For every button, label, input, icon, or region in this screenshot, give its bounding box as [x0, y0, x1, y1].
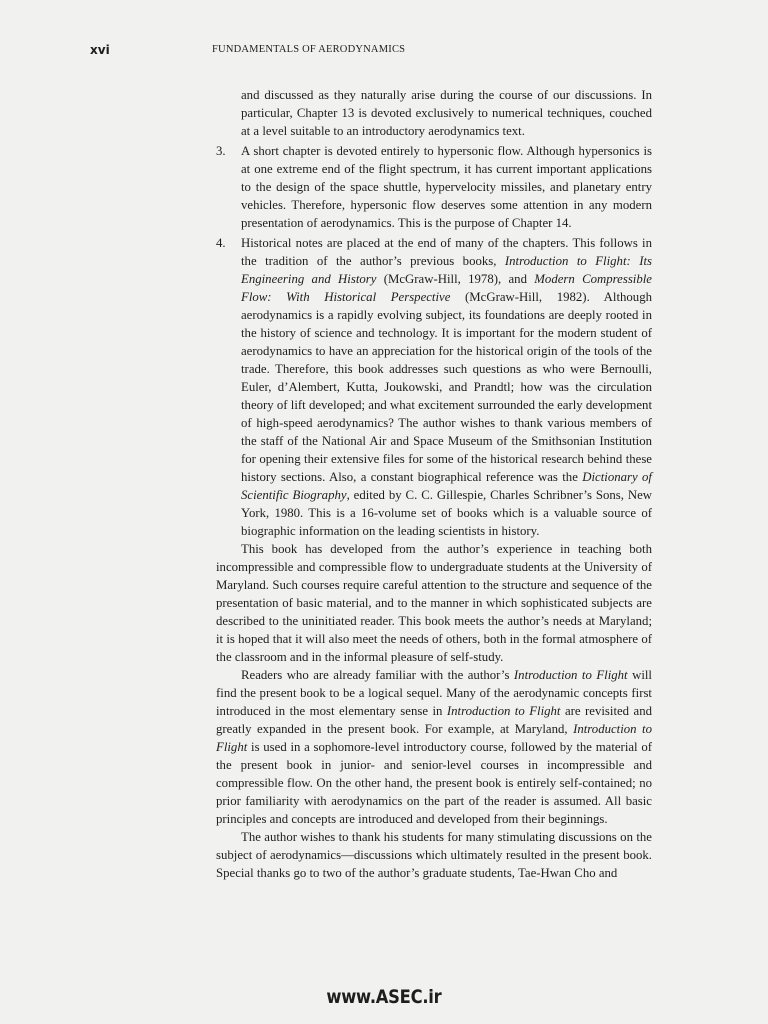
footer-watermark [0, 986, 768, 1008]
list-item-3 [216, 142, 652, 232]
italic-title-text: Introduction to Flight [513, 668, 628, 682]
list-item-text [241, 234, 652, 540]
list-number: 4. [216, 236, 226, 250]
paragraph-thanks [216, 828, 652, 882]
continuation-text [216, 86, 652, 140]
text-run: and discussed as they naturally arise during the course of our discussions. In particular, Chapter 13 is devoted exclusively to numerical techniques, couched at a level suitable to an introductory aerodynamics text. [241, 88, 652, 138]
italic-title-text: Introduction to Flight [216, 722, 653, 754]
text-run: , edited by C. C. Gillespie, Charles Schribner’s Sons, New York, 1980. This is a 16-volume set of books which is a valuable source of biographic information on the leading scientists in history. [241, 488, 652, 538]
paragraph-experience [216, 540, 652, 666]
page-header [0, 43, 768, 59]
list-number: 3. [216, 144, 226, 158]
paragraph-readers [216, 666, 652, 828]
text-run: Readers who are already familiar with the author’s [241, 668, 514, 682]
page-body [216, 86, 652, 882]
list-item-4 [216, 234, 652, 540]
italic-title-text: Dictionary of Scientific Biography [241, 470, 652, 502]
running-head: FUNDAMENTALS OF AERODYNAMICS [212, 44, 406, 55]
watermark-text: www.ASEC.ir [326, 986, 442, 1008]
text-run: is used in a sophomore-level introductory course, followed by the material of the present book in junior- and senior-level courses in incompressible and compressible flow. On the other hand, the present book is entirely self-contained; no prior familiarity with aerodynamics on the part of the reader is assumed. All basic principles and concepts are introduced and developed from their beginnings. [216, 740, 652, 826]
italic-title-text: Introduction to Flight: Its Engineering and History [241, 254, 652, 286]
page-number: xvi [90, 43, 110, 57]
list-item-text [241, 142, 652, 232]
text-run: Historical notes are placed at the end of many of the chapters. This follows in the tradition of the author’s previous books, [241, 236, 652, 268]
text-run: will find the present book to be a logical sequel. Many of the aerodynamic concepts first introduced in the most elementary sense in [216, 668, 652, 718]
text-run: (McGraw-Hill, 1982). Although aerodynamics is a rapidly evolving subject, its foundations are deeply rooted in the history of science and technology. It is important for the modern student of aerodynamics to have an appreciation for the historical origin of the tools of the trade. Therefore, this book addresses such questions as who were Bernoulli, Euler, d’Alembert, Kutta, Joukowski, and Prandtl; how was the circulation theory of lift developed; and what excitement surrounded the early development of high-speed aerodynamics? The author wishes to thank various members of the staff of the National Air and Space Museum of the Smithsonian Institution for opening their extensive files for some of the historical research behind these history sections. Also, a constant biographical reference was the [241, 290, 652, 484]
text-run: The author wishes to thank his students for many stimulating discussions on the subject of aerodynamics—discussions which ultimately resulted in the present book. Special thanks go to two of the author’s graduate students, Tae-Hwan Cho and [216, 830, 652, 880]
italic-title-text: Modern Compressible Flow: With Historical Perspective [241, 272, 652, 304]
text-run: This book has developed from the author’s experience in teaching both incompressible and compressible flow to undergraduate students at the University of Maryland. Such courses require careful attention to the structure and sequence of the presentation of basic material, and to the manner in which sophisticated subjects are described to the uninitiated reader. This book meets the author’s needs at Maryland; it is hoped that it will also meet the needs of others, both in the formal atmosphere of the classroom and in the informal pleasure of self-study. [216, 542, 652, 664]
text-run: are revisited and greatly expanded in the present book. For example, at Maryland, [216, 704, 653, 736]
text-run: (McGraw-Hill, 1978), and [376, 272, 535, 286]
italic-title-text: Introduction to Flight [446, 704, 561, 718]
text-run: A short chapter is devoted entirely to hypersonic flow. Although hypersonics is at one extreme end of the flight spectrum, it has current important applications to the design of the space shuttle, hypervelocity missiles, and planetary entry vehicles. Therefore, hypersonic flow deserves some attention in any modern presentation of aerodynamics. This is the purpose of Chapter 14. [241, 144, 652, 230]
